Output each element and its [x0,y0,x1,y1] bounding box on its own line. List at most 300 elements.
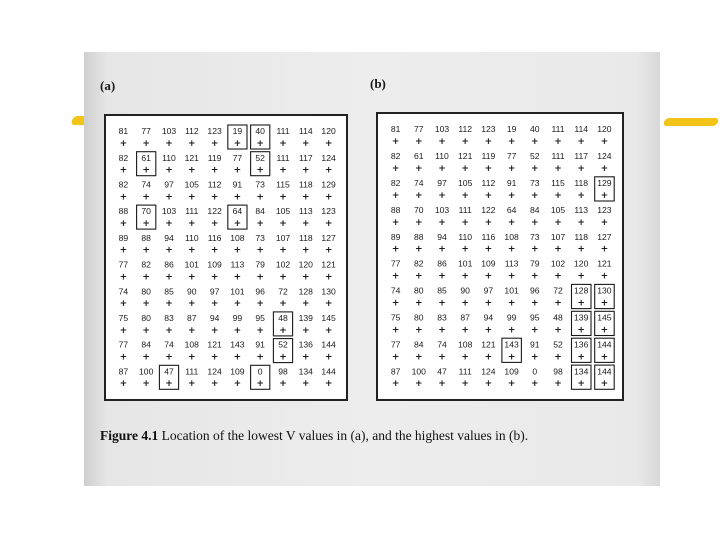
grid-point-marker: + [484,137,493,148]
grid-value: 75 [390,312,401,323]
grid-value: 120 [321,126,336,137]
grid-value: 118 [574,178,589,188]
grid-point-marker: + [554,217,562,228]
grid-value: 105 [184,179,199,190]
grid-value: 113 [230,259,245,270]
grid-point-marker: + [507,137,516,148]
grid-point-marker: + [279,325,287,336]
grid-value: 143 [504,339,519,350]
grid-value: 123 [321,206,336,217]
highlighter-mark-right [663,118,720,126]
grid-point-marker: + [531,271,539,282]
grid-point-marker: + [210,299,219,310]
grid-value: 119 [207,152,222,163]
grid-point-marker: + [142,165,150,176]
grid-value: 84 [255,206,265,217]
grid-point-marker: + [554,352,562,363]
grid-point-marker: + [142,352,150,363]
grid-value: 116 [207,232,222,243]
grid-point-marker: + [438,352,446,363]
grid-value: 119 [481,151,496,162]
grid-value: 101 [504,285,519,296]
grid-value: 129 [321,179,336,190]
grid-point-marker: + [142,379,150,390]
grid-point-marker: + [461,271,469,282]
grid-value: 97 [437,178,447,188]
grid-point-marker: + [302,325,310,336]
grid-point-marker: + [256,299,264,310]
grid-value: 77 [118,259,129,270]
grid-point-marker: + [279,245,287,256]
grid-value: 124 [481,366,496,377]
grid-point-marker: + [600,379,609,390]
grid-point-marker: + [256,352,264,363]
grid-value: 109 [481,258,496,269]
panel-b-label: (b) [370,76,386,91]
grid-point-marker: + [554,325,562,336]
grid-point-marker: + [438,217,446,228]
grid-value: 112 [184,126,199,137]
grid-value: 110 [435,151,449,162]
grid-point-marker: + [210,138,219,149]
grid-point-marker: + [391,379,400,390]
grid-point-marker: + [210,352,219,363]
grid-value: 124 [597,151,612,162]
grid-value: 90 [460,285,470,296]
grid-point-marker: + [119,272,128,283]
grid-value: 108 [230,232,245,243]
grid-point-marker: + [600,325,609,336]
grid-value: 144 [597,339,612,350]
grid-point-marker: + [324,245,333,256]
grid-value: 136 [298,339,313,350]
grid-point-marker: + [461,244,469,255]
grid-value: 118 [298,179,313,190]
grid-value: 47 [437,366,447,377]
grid-value: 97 [483,285,494,296]
grid-point-marker: + [279,138,287,149]
grid-point-marker: + [531,244,539,255]
grid-value: 87 [390,366,401,377]
grid-point-marker: + [302,379,310,390]
grid-value: 52 [255,152,265,163]
grid-value: 122 [481,204,496,215]
grid-value: 134 [298,366,313,377]
grid-point-marker: + [391,137,400,148]
grid-value: 123 [207,126,222,137]
grid-point-marker: + [600,244,609,255]
grid-value: 111 [185,206,199,217]
grid-point-marker: + [142,192,150,203]
grid-point-marker: + [165,272,173,283]
grid-value: 114 [574,124,589,135]
grid-point-marker: + [507,217,516,228]
grid-point-marker: + [256,219,264,229]
grid-point-marker: + [233,379,242,390]
grid-value: 0 [532,366,538,377]
grid-value: 91 [530,339,540,350]
grid-point-marker: + [324,138,333,149]
grid-point-marker: + [256,165,264,176]
grid-point-marker: + [391,352,400,363]
grid-value: 108 [504,231,519,242]
grid-point-marker: + [554,164,562,174]
grid-value: 86 [164,259,174,270]
grid-value: 117 [574,151,589,162]
grid-point-marker: + [531,217,539,228]
grid-point-marker: + [391,298,400,309]
grid-point-marker: + [210,379,219,390]
grid-value: 111 [185,366,199,377]
grid-point-marker: + [165,192,173,203]
grid-point-marker: + [415,164,423,174]
grid-value: 80 [141,286,151,297]
grid-value: 112 [458,124,473,135]
grid-value: 101 [458,258,473,269]
grid-point-marker: + [302,219,310,229]
grid-value: 103 [434,204,450,215]
grid-value: 110 [184,232,199,243]
panel-a-label: (a) [100,78,116,93]
grid-value: 117 [298,152,313,163]
grid-value: 96 [530,285,540,296]
grid-point-marker: + [391,190,400,201]
grid-point-marker: + [600,137,609,148]
grid-value: 84 [141,339,151,350]
panel-b-grid [376,112,624,401]
grid-value: 72 [278,286,288,297]
grid-point-marker: + [119,352,128,363]
grid-value: 82 [390,178,401,188]
grid-point-marker: + [188,325,196,336]
grid-point-marker: + [165,379,173,390]
grid-value: 88 [118,206,129,217]
grid-point-marker: + [233,165,242,176]
grid-point-marker: + [233,192,242,203]
grid-point-marker: + [531,298,539,309]
grid-point-marker: + [577,190,585,201]
grid-value: 88 [414,231,424,242]
grid-point-marker: + [256,272,264,283]
grid-point-marker: + [415,244,423,255]
grid-value: 74 [164,339,174,350]
grid-value: 82 [390,151,401,162]
grid-point-marker: + [256,138,264,149]
grid-value: 118 [574,231,589,242]
grid-value: 99 [232,313,243,323]
grid-point-marker: + [324,165,333,176]
grid-value: 80 [414,285,424,296]
grid-point-marker: + [233,272,242,283]
grid-value: 91 [506,178,517,188]
grid-point-marker: + [600,217,609,228]
grid-value: 52 [530,151,540,162]
grid-point-marker: + [324,352,333,363]
grid-value: 109 [230,366,245,377]
grid-point-marker: + [233,299,242,310]
grid-value: 113 [298,206,313,217]
grid-value: 107 [550,231,566,242]
grid-value: 72 [553,285,563,296]
grid-point-marker: + [531,352,539,363]
grid-point-marker: + [302,272,310,283]
grid-point-marker: + [391,164,400,174]
grid-point-marker: + [438,325,446,336]
grid-value: 105 [275,206,291,217]
grid-point-marker: + [554,190,562,201]
grid-point-marker: + [577,217,585,228]
grid-point-marker: + [600,190,609,201]
grid-value: 52 [278,339,288,350]
grid-point-marker: + [302,245,310,256]
grid-value: 116 [481,231,496,242]
grid-value: 108 [184,339,199,350]
grid-point-marker: + [484,271,493,282]
grid-point-marker: + [484,190,493,201]
grid-value: 99 [506,312,517,323]
grid-value: 123 [481,124,496,135]
grid-point-marker: + [188,245,196,256]
grid-value: 40 [530,124,540,135]
grid-point-marker: + [324,379,333,390]
grid-point-marker: + [233,219,242,229]
grid-point-marker: + [324,272,333,283]
grid-value: 77 [390,339,401,350]
grid-point-marker: + [484,379,493,390]
grid-value: 122 [207,206,222,217]
grid-point-marker: + [119,379,128,390]
grid-point-marker: + [415,271,423,282]
grid-value: 88 [141,232,151,243]
grid-value: 103 [161,126,177,137]
grid-value: 128 [574,285,589,296]
grid-value: 110 [458,231,473,242]
grid-value: 123 [597,204,612,215]
grid-value: 77 [118,339,129,350]
grid-point-marker: + [165,219,173,229]
grid-value: 105 [458,178,473,188]
grid-point-marker: + [188,352,196,363]
grid-point-marker: + [415,137,423,148]
grid-value: 48 [278,313,288,323]
grid-value: 120 [597,124,612,135]
grid-point-marker: + [119,138,128,149]
grid-value: 113 [504,258,519,269]
grid-value: 136 [574,339,589,350]
grid-point-marker: + [210,165,219,176]
grid-value: 112 [481,178,496,188]
grid-point-marker: + [233,245,242,256]
grid-value: 130 [597,285,612,296]
grid-value: 82 [141,259,151,270]
grid-value: 124 [321,152,336,163]
grid-point-marker: + [577,298,585,309]
grid-value: 115 [551,178,565,188]
grid-point-marker: + [142,325,150,336]
grid-point-marker: + [415,352,423,363]
grid-value: 111 [458,366,472,377]
grid-point-marker: + [461,379,469,390]
figure-caption-text: Location of the lowest V values in (a), and the highest values in (b). [161,428,529,443]
grid-value: 86 [437,258,447,269]
grid-point-marker: + [438,137,446,148]
grid-point-marker: + [600,352,609,363]
grid-point-marker: + [415,325,423,336]
grid-value: 102 [275,259,291,270]
grid-value: 110 [162,152,176,163]
grid-value: 82 [118,152,129,163]
grid-value: 134 [574,366,589,377]
grid-value: 77 [141,126,151,137]
grid-point-marker: + [279,272,287,283]
grid-point-marker: + [461,352,469,363]
grid-value: 70 [414,204,424,215]
grid-point-marker: + [438,244,446,255]
grid-point-marker: + [119,299,128,310]
grid-value: 73 [530,178,540,188]
grid-value: 108 [458,339,473,350]
grid-point-marker: + [165,138,173,149]
grid-point-marker: + [256,192,264,203]
grid-point-marker: + [507,190,516,201]
grid-point-marker: + [391,325,400,336]
grid-point-marker: + [233,325,242,336]
grid-point-marker: + [188,379,196,390]
grid-value: 64 [232,206,243,217]
grid-value: 47 [164,366,174,377]
grid-value: 61 [414,151,424,162]
grid-value: 121 [207,339,222,350]
grid-point-marker: + [415,217,423,228]
grid-value: 73 [530,231,540,242]
grid-value: 143 [230,339,245,350]
grid-value: 87 [118,366,129,377]
grid-value: 145 [597,312,612,323]
grid-point-marker: + [165,165,173,176]
figure-number: Figure 4.1 [100,428,159,443]
grid-value: 121 [184,152,199,163]
grid-point-marker: + [279,165,287,176]
grid-value: 127 [321,232,336,243]
grid-value: 89 [390,231,401,242]
grid-point-marker: + [438,271,446,282]
grid-value: 94 [209,313,220,323]
grid-point-marker: + [531,190,539,201]
grid-point-marker: + [577,325,585,336]
grid-value: 52 [553,339,563,350]
grid-point-marker: + [119,165,128,176]
grid-point-marker: + [210,272,219,283]
grid-point-marker: + [507,379,516,390]
grid-point-marker: + [142,138,150,149]
grid-value: 61 [141,152,151,163]
grid-value: 144 [321,366,336,377]
grid-point-marker: + [302,138,310,149]
grid-point-marker: + [484,164,493,174]
grid-point-marker: + [531,379,539,390]
grid-point-marker: + [324,325,333,336]
grid-value: 102 [550,258,566,269]
grid-point-marker: + [165,325,173,336]
grid-value: 105 [550,204,566,215]
grid-value: 64 [506,204,517,215]
grid-point-marker: + [531,164,539,174]
grid-point-marker: + [461,137,469,148]
grid-value: 128 [298,286,313,297]
grid-point-marker: + [391,271,400,282]
grid-value: 111 [276,126,290,137]
grid-point-marker: + [577,271,585,282]
grid-point-marker: + [188,219,196,229]
panel-b-grid-svg [378,114,622,399]
grid-value: 81 [118,126,129,137]
grid-value: 73 [255,179,265,190]
grid-value: 85 [164,286,174,297]
grid-point-marker: + [600,298,609,309]
grid-point-marker: + [210,219,219,229]
grid-point-marker: + [577,164,585,174]
grid-point-marker: + [119,325,128,336]
grid-point-marker: + [279,379,287,390]
grid-point-marker: + [391,244,400,255]
grid-point-marker: + [233,352,242,363]
figure-caption [100,428,660,444]
grid-point-marker: + [461,325,469,336]
grid-point-marker: + [531,325,539,336]
grid-value: 111 [276,152,290,163]
grid-value: 113 [574,204,589,215]
grid-value: 121 [597,258,612,269]
grid-point-marker: + [438,164,446,174]
grid-value: 75 [118,313,129,323]
grid-value: 109 [207,259,222,270]
grid-value: 114 [298,126,313,137]
grid-point-marker: + [507,164,516,174]
grid-value: 74 [141,179,151,190]
grid-point-marker: + [165,352,173,363]
grid-value: 97 [209,286,220,297]
grid-point-marker: + [391,217,400,228]
grid-point-marker: + [279,299,287,310]
grid-value: 90 [187,286,197,297]
grid-value: 84 [414,339,424,350]
grid-value: 107 [275,232,291,243]
grid-point-marker: + [302,165,310,176]
grid-point-marker: + [324,219,333,229]
grid-value: 89 [118,232,129,243]
grid-value: 111 [551,151,565,162]
grid-value: 111 [458,204,472,215]
grid-point-marker: + [554,379,562,390]
grid-value: 91 [232,179,243,190]
grid-value: 74 [390,285,401,296]
grid-point-marker: + [577,244,585,255]
grid-value: 111 [551,124,565,135]
grid-point-marker: + [119,245,128,256]
grid-value: 80 [414,312,424,323]
grid-value: 0 [257,366,263,377]
grid-value: 73 [255,232,265,243]
grid-point-marker: + [484,352,493,363]
grid-value: 139 [298,313,313,323]
grid-point-marker: + [415,298,423,309]
grid-point-marker: + [577,379,585,390]
grid-point-marker: + [484,244,493,255]
grid-point-marker: + [188,272,196,283]
grid-point-marker: + [531,137,539,148]
grid-point-marker: + [484,298,493,309]
grid-point-marker: + [554,298,562,309]
